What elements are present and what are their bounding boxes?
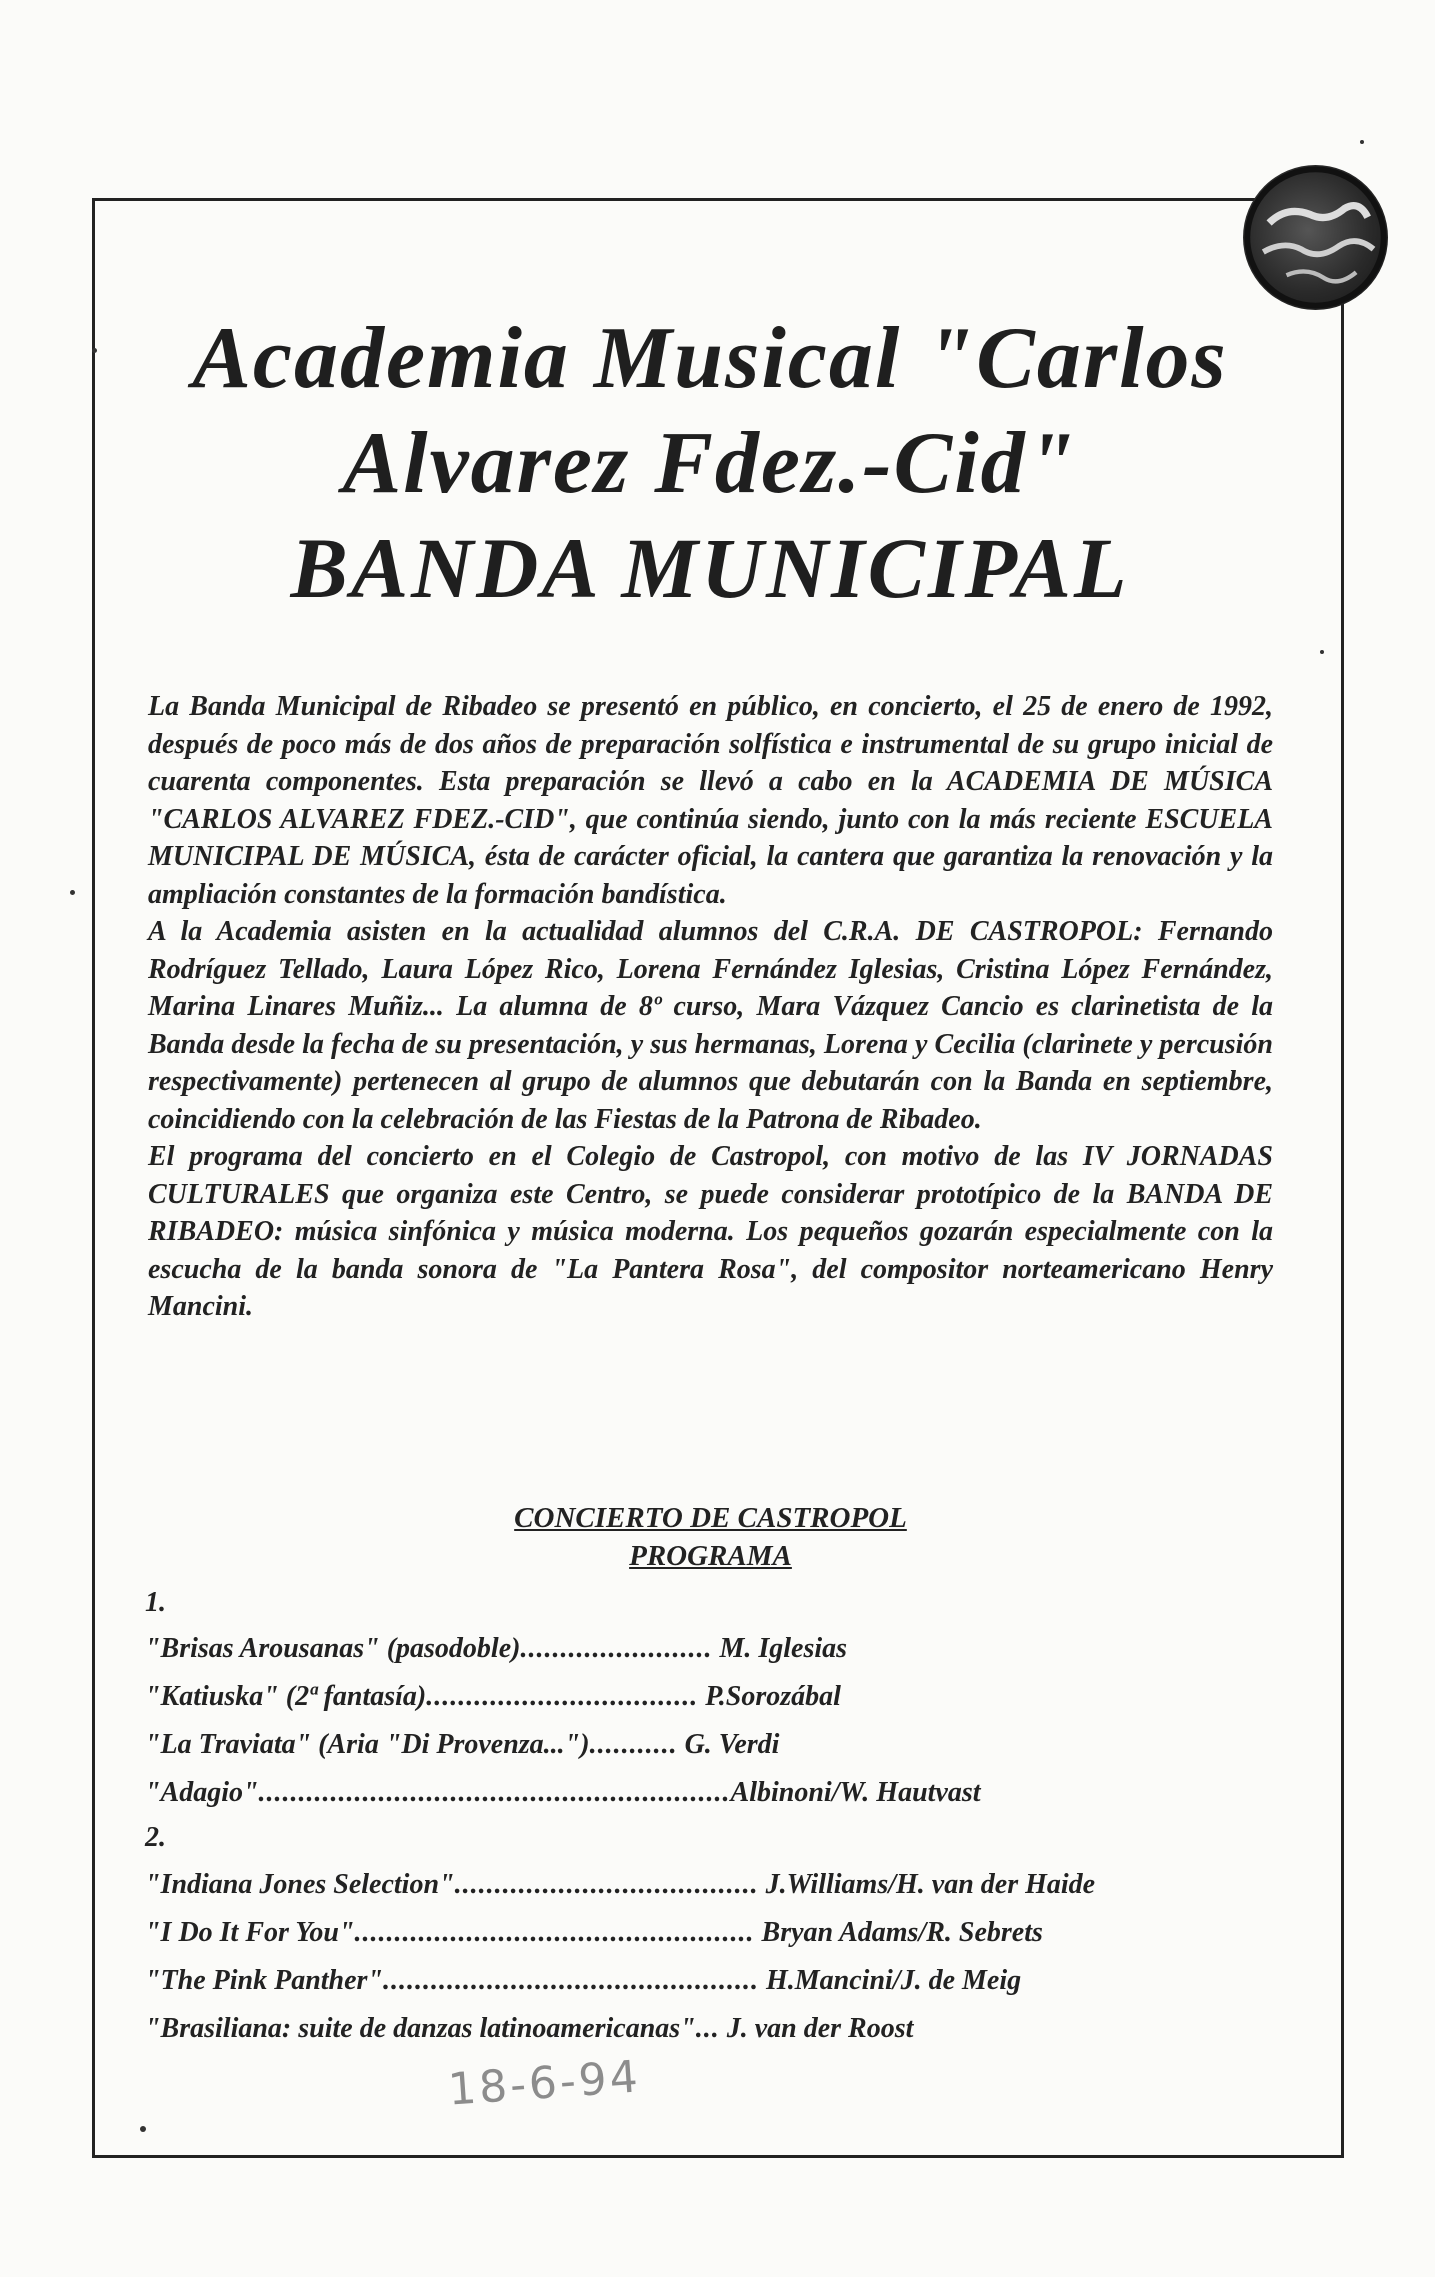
leader-dots: .................................. (426, 1681, 699, 1712)
program-section-1-number: 1. (145, 1587, 166, 1618)
leader-dots: ........................ (520, 1633, 713, 1664)
paragraph-3: El programa del concierto en el Colegio de Castropol, con motivo de las IV JORNADAS CULTURALES que organiza este Centro, se puede considerar prototípico de la BANDA DE RIBADEO: música sinfónica y música moderna. Los pequeños gozarán especialmente con la escucha de la banda sonora de "La Pantera Rosa", del compositor norteamericano Henry Mancini. (148, 1141, 1273, 1322)
composer: J. van der Roost (726, 2013, 914, 2044)
leader-dots: ............................................... (383, 1965, 759, 1996)
scan-speck (1320, 650, 1324, 654)
paragraph-1: La Banda Municipal de Ribadeo se presentó en público, en concierto, el 25 de enero de 1992, después de poco más de dos años de preparación solfística e instrumental de su grupo inicial de cuarenta componentes. Esta preparación se llevó a cabo en la ACADEMIA DE MÚSICA "CARLOS ALVAREZ FDEZ.-CID", que continúa siendo, junto con la más reciente ESCUELA MUNICIPAL DE MÚSICA, ésta de carácter oficial, la cantera que garantiza la renovación y la ampliación constantes de la formación bandística. (148, 691, 1273, 910)
program-item (145, 2010, 1095, 2058)
work-title: "Brasiliana: suite de danzas latinoamericanas" (145, 2013, 696, 2044)
scan-speck (92, 348, 97, 353)
leader-dots: ... (695, 2013, 720, 2044)
program-item (145, 1726, 981, 1774)
composer: Albinoni/W. Hautvast (730, 1777, 981, 1808)
program-section-2-number: 2. (145, 1822, 166, 1853)
work-title: "Katiuska" (2ª fantasía) (145, 1681, 427, 1712)
work-title: "I Do It For You" (145, 1917, 355, 1948)
title-line-3: BANDA MUNICIPAL (290, 520, 1130, 616)
program-item (145, 1914, 1095, 1962)
concert-heading: CONCIERTO DE CASTROPOL (514, 1502, 907, 1534)
leader-dots: ........................................................... (258, 1777, 731, 1808)
program-section-2-list (145, 1866, 1095, 2058)
program-item (145, 1630, 981, 1678)
leader-dots: .................................................. (354, 1917, 755, 1948)
composer: M. Iglesias (719, 1633, 848, 1664)
work-title: "Indiana Jones Selection" (145, 1869, 455, 1900)
work-title: "La Traviata" (Aria "Di Provenza...") (145, 1729, 590, 1760)
work-title: "Brisas Arousanas" (pasodoble) (145, 1633, 521, 1664)
work-title: "The Pink Panther" (145, 1965, 383, 1996)
composer: P.Sorozábal (705, 1681, 841, 1712)
work-title: "Adagio" (145, 1777, 259, 1808)
leader-dots: ...................................... (454, 1869, 759, 1900)
title-line-1: Academia Musical "Carlos (192, 310, 1228, 407)
composer: G. Verdi (684, 1729, 780, 1760)
scan-speck (1360, 140, 1364, 144)
program-section-1-list (145, 1630, 981, 1822)
composer: J.Williams/H. van der Haide (765, 1869, 1096, 1900)
composer: Bryan Adams/R. Sebrets (761, 1917, 1043, 1948)
program-heading: PROGRAMA (629, 1540, 792, 1572)
paragraph-2: A la Academia asisten en la actualidad alumnos del C.R.A. DE CASTROPOL: Fernando Rodríguez Tellado, Laura López Rico, Lorena Fernández Iglesias, Cristina López Fernández, Marina Linares Muñiz... La alumna de 8º curso, Mara Vázquez Cancio es clarinetista de la Banda desde la fecha de su presentación, y sus hermanas, Lorena y Cecilia (clarinete y percusión respectivamente) pertenecen al grupo de alumnos que debutarán con la Banda en septiembre, coincidiendo con la celebración de las Fiestas de la Patrona de Ribadeo. (148, 916, 1273, 1135)
handwritten-date: 18-6-94 (446, 2051, 643, 2116)
program-item (145, 1866, 1095, 1914)
leader-dots: ........... (589, 1729, 678, 1760)
scan-speck (70, 890, 75, 895)
scan-speck (140, 2126, 146, 2132)
title-line-2: Alvarez Fdez.-Cid" (342, 415, 1078, 512)
program-item (145, 1962, 1095, 2010)
article-body (148, 688, 1273, 1326)
stamp-seal-icon (1243, 165, 1388, 310)
program-item (145, 1678, 981, 1726)
composer: H.Mancini/J. de Meig (766, 1965, 1022, 1996)
program-item (145, 1774, 981, 1822)
